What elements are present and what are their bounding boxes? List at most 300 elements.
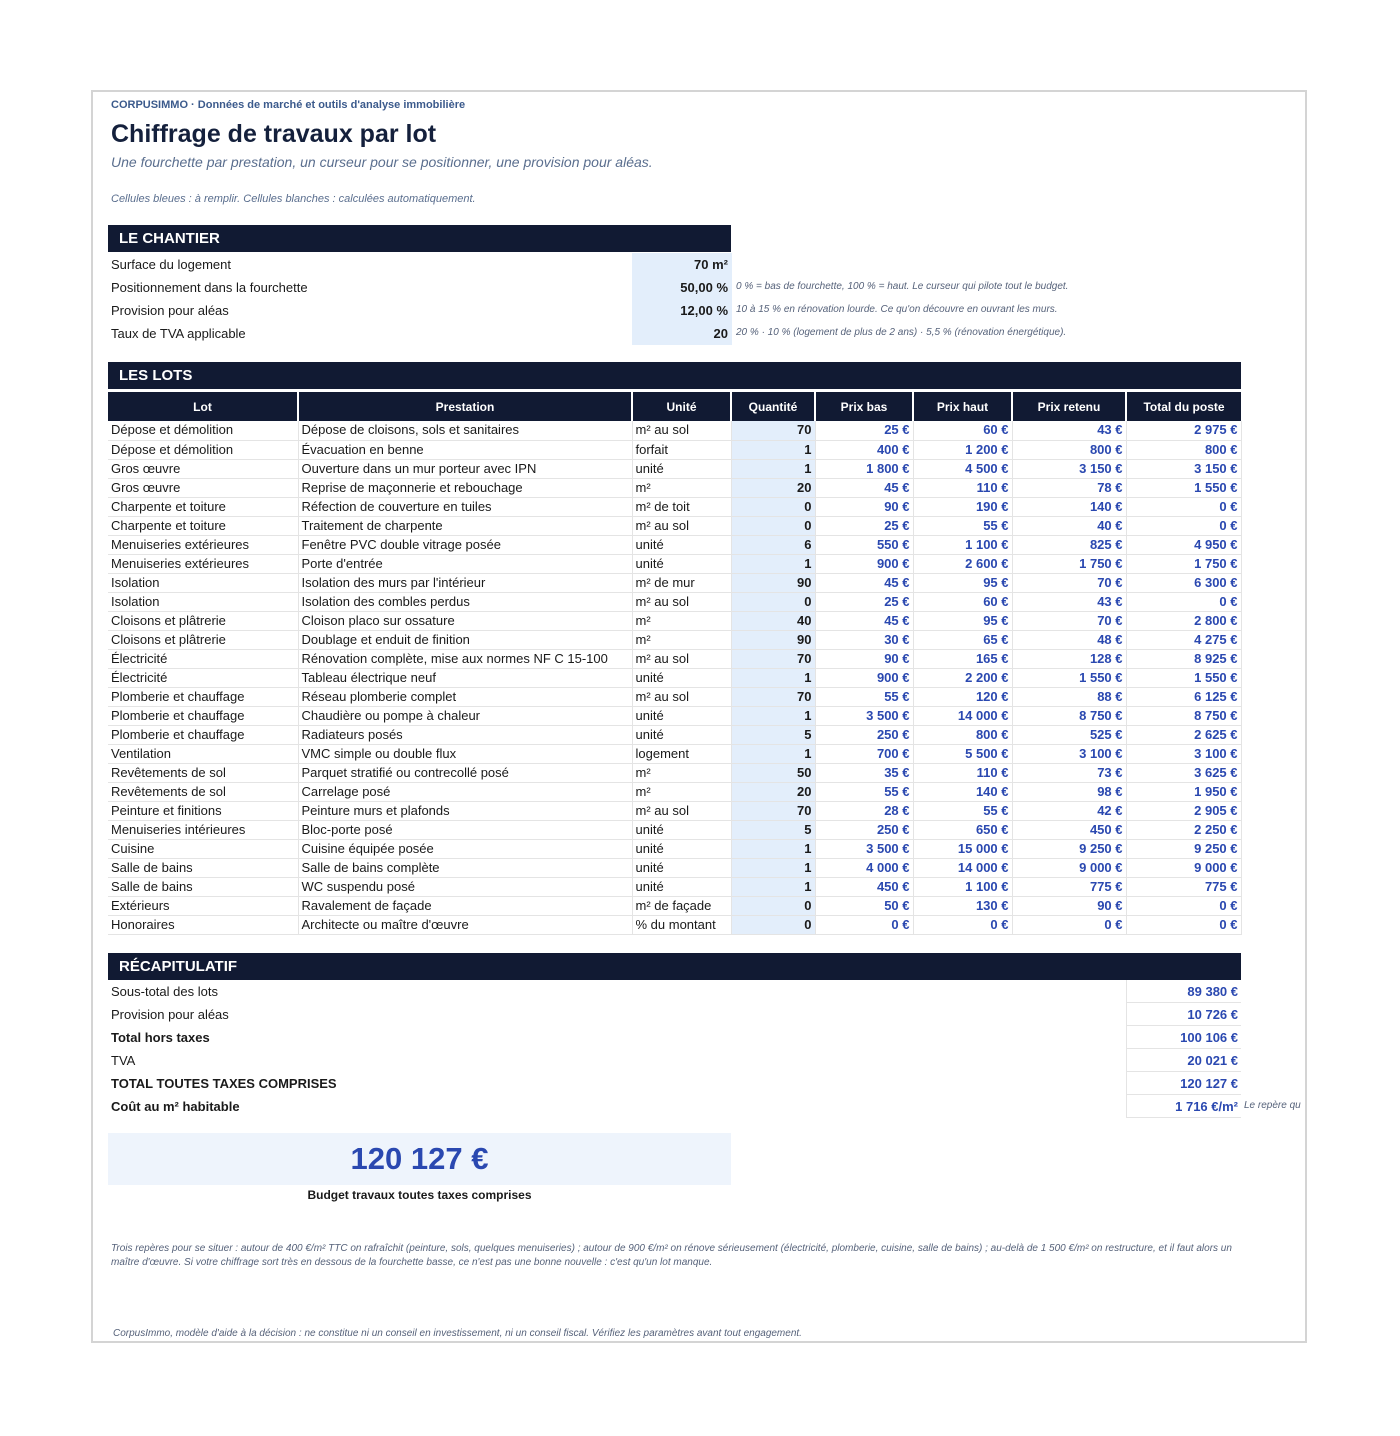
cell-prestation: Dépose de cloisons, sols et sanitaires [298,421,632,440]
cell-unite: unité [632,725,731,744]
cell-prix-bas: 28 € [815,801,913,820]
cell-legend: Cellules bleues : à remplir. Cellules blanches : calculées automatiquement. [111,193,476,205]
cell-prix-haut: 2 600 € [913,554,1012,573]
cell-lot: Revêtements de sol [108,782,298,801]
recap-label: TOTAL TOUTES TAXES COMPRISES [111,1076,337,1091]
cell-unite: unité [632,858,731,877]
cell-lot: Gros œuvre [108,459,298,478]
table-row [108,630,1241,649]
cell-quantite[interactable]: 1 [731,744,815,763]
section-header-lots: LES LOTS [108,362,1241,389]
cell-prix-retenu: 70 € [1012,573,1126,592]
cell-prix-haut: 165 € [913,649,1012,668]
cell-prix-bas: 45 € [815,573,913,592]
section-header-chantier: LE CHANTIER [108,225,731,252]
cell-prix-retenu: 0 € [1012,915,1126,934]
budget-highlight [108,1133,731,1185]
cell-prix-retenu: 43 € [1012,592,1126,611]
recap-label: TVA [111,1053,136,1068]
cell-prix-haut: 110 € [913,763,1012,782]
cell-lot: Extérieurs [108,896,298,915]
cell-prix-haut: 800 € [913,725,1012,744]
chantier-label: Positionnement dans la fourchette [111,280,308,295]
cell-prix-bas: 30 € [815,630,913,649]
cell-prestation: Bloc-porte posé [298,820,632,839]
cell-prix-bas: 250 € [815,725,913,744]
cell-total-poste: 2 250 € [1126,820,1241,839]
cell-prix-retenu: 450 € [1012,820,1126,839]
cell-prix-bas: 45 € [815,611,913,630]
cell-prix-haut: 1 100 € [913,535,1012,554]
table-row [108,440,1241,459]
chantier-note: 0 % = bas de fourchette, 100 % = haut. Le curseur qui pilote tout le budget. [736,281,1069,292]
cell-unite: m² de façade [632,896,731,915]
cell-prestation: Porte d'entrée [298,554,632,573]
table-row [108,649,1241,668]
cell-quantite[interactable]: 1 [731,459,815,478]
cell-total-poste: 1 950 € [1126,782,1241,801]
cell-quantite[interactable]: 1 [731,668,815,687]
table-row [108,820,1241,839]
cell-prix-retenu: 43 € [1012,421,1126,440]
table-row [108,725,1241,744]
column-header-quantite: Quantité [731,392,815,421]
cell-total-poste: 4 950 € [1126,535,1241,554]
table-row [108,611,1241,630]
chantier-row-surface [108,253,1208,276]
cell-quantite[interactable]: 0 [731,592,815,611]
cell-quantite[interactable]: 5 [731,725,815,744]
cell-prix-bas: 55 € [815,782,913,801]
cell-unite: m² [632,630,731,649]
cell-prestation: Réseau plomberie complet [298,687,632,706]
cell-unite: unité [632,820,731,839]
table-row [108,858,1241,877]
tva-input[interactable]: 20 [632,322,732,345]
cell-total-poste: 9 000 € [1126,858,1241,877]
cell-prix-retenu: 40 € [1012,516,1126,535]
cell-prix-bas: 700 € [815,744,913,763]
cell-lot: Salle de bains [108,877,298,896]
cell-lot: Charpente et toiture [108,497,298,516]
cell-quantite[interactable]: 50 [731,763,815,782]
cell-prix-bas: 1 800 € [815,459,913,478]
cell-prix-retenu: 1 750 € [1012,554,1126,573]
cell-prix-haut: 650 € [913,820,1012,839]
cell-unite: unité [632,877,731,896]
cell-prix-bas: 90 € [815,497,913,516]
chantier-note: 10 à 15 % en rénovation lourde. Ce qu'on découvre en ouvrant les murs. [736,304,1058,315]
recap-row-cout-m2 [108,1095,1301,1118]
cell-quantite[interactable]: 1 [731,706,815,725]
cell-unite: m² de mur [632,573,731,592]
cell-total-poste: 1 550 € [1126,668,1241,687]
cell-prix-retenu: 70 € [1012,611,1126,630]
recap-value: 89 380 € [1126,980,1241,1003]
chantier-row-positionnement [108,276,1208,299]
cell-prestation: Doublage et enduit de finition [298,630,632,649]
cell-total-poste: 2 625 € [1126,725,1241,744]
cell-prix-haut: 60 € [913,592,1012,611]
table-row [108,478,1241,497]
cell-lot: Menuiseries extérieures [108,535,298,554]
cell-lot: Honoraires [108,915,298,934]
cell-prestation: Fenêtre PVC double vitrage posée [298,535,632,554]
cell-unite: unité [632,535,731,554]
cell-lot: Dépose et démolition [108,440,298,459]
lots-table [108,392,1242,935]
cell-unite: m² au sol [632,421,731,440]
table-row [108,497,1241,516]
cell-lot: Peinture et finitions [108,801,298,820]
recap-row-tva [108,1049,1268,1072]
cell-quantite[interactable]: 40 [731,611,815,630]
recap-label: Sous-total des lots [111,984,218,999]
cell-prix-retenu: 9 250 € [1012,839,1126,858]
cell-unite: unité [632,554,731,573]
cell-prix-retenu: 9 000 € [1012,858,1126,877]
cell-quantite[interactable]: 1 [731,877,815,896]
table-row [108,801,1241,820]
cell-total-poste: 0 € [1126,516,1241,535]
cell-quantite[interactable]: 70 [731,687,815,706]
cell-lot: Dépose et démolition [108,421,298,440]
cell-total-poste: 0 € [1126,497,1241,516]
cell-total-poste: 2 975 € [1126,421,1241,440]
cell-prix-retenu: 775 € [1012,877,1126,896]
cell-prix-bas: 55 € [815,687,913,706]
cell-total-poste: 4 275 € [1126,630,1241,649]
chantier-note: 20 % · 10 % (logement de plus de 2 ans) · 5,5 % (rénovation énergétique). [736,327,1067,338]
cell-quantite[interactable]: 1 [731,440,815,459]
brand-line: CORPUSIMMO · Données de marché et outils d'analyse immobilière [111,99,466,111]
cell-quantite[interactable]: 20 [731,782,815,801]
cell-prix-retenu: 825 € [1012,535,1126,554]
cell-unite: unité [632,839,731,858]
table-row [108,877,1241,896]
column-header-prix-haut: Prix haut [913,392,1012,421]
cell-total-poste: 8 925 € [1126,649,1241,668]
chantier-label: Provision pour aléas [111,303,229,318]
cell-prestation: Rénovation complète, mise aux normes NF C 15-100 [298,649,632,668]
cell-prix-haut: 60 € [913,421,1012,440]
cell-total-poste: 9 250 € [1126,839,1241,858]
cell-prix-haut: 4 500 € [913,459,1012,478]
cell-prestation: Chaudière ou pompe à chaleur [298,706,632,725]
cell-lot: Cuisine [108,839,298,858]
cell-prix-bas: 400 € [815,440,913,459]
cell-unite: m² au sol [632,649,731,668]
lots-header-row [108,392,1241,421]
cell-prestation: Réfection de couverture en tuiles [298,497,632,516]
cell-unite: m² au sol [632,801,731,820]
chantier-label: Surface du logement [111,257,231,272]
cell-prix-retenu: 140 € [1012,497,1126,516]
cell-prix-retenu: 800 € [1012,440,1126,459]
cell-unite: forfait [632,440,731,459]
cell-prix-haut: 1 200 € [913,440,1012,459]
cell-prestation: WC suspendu posé [298,877,632,896]
cell-prix-haut: 15 000 € [913,839,1012,858]
cell-prix-retenu: 3 150 € [1012,459,1126,478]
cell-lot: Cloisons et plâtrerie [108,630,298,649]
table-row [108,839,1241,858]
cell-prestation: Ouverture dans un mur porteur avec IPN [298,459,632,478]
recap-row-total-ttc [108,1072,1268,1095]
cell-prix-bas: 35 € [815,763,913,782]
cell-total-poste: 3 625 € [1126,763,1241,782]
cell-quantite[interactable]: 0 [731,516,815,535]
column-header-unite: Unité [632,392,731,421]
positionnement-input[interactable]: 50,00 % [632,276,732,299]
cell-lot: Ventilation [108,744,298,763]
cell-quantite[interactable]: 70 [731,649,815,668]
cell-prix-bas: 4 000 € [815,858,913,877]
cell-quantite[interactable]: 0 [731,497,815,516]
cell-quantite[interactable]: 0 [731,896,815,915]
recap-label: Total hors taxes [111,1030,210,1045]
recap-row-total-ht [108,1026,1268,1049]
chantier-label: Taux de TVA applicable [111,326,246,341]
cell-quantite[interactable]: 6 [731,535,815,554]
table-row [108,573,1241,592]
cell-prix-retenu: 73 € [1012,763,1126,782]
cell-prestation: Tableau électrique neuf [298,668,632,687]
cell-unite: % du montant [632,915,731,934]
cell-lot: Revêtements de sol [108,763,298,782]
cell-prestation: Carrelage posé [298,782,632,801]
cell-prix-bas: 3 500 € [815,839,913,858]
cell-prix-bas: 50 € [815,896,913,915]
recap-value: 20 021 € [1126,1049,1241,1072]
cell-prix-haut: 55 € [913,516,1012,535]
cell-unite: logement [632,744,731,763]
cell-prix-haut: 1 100 € [913,877,1012,896]
cell-prestation: Ravalement de façade [298,896,632,915]
cell-prix-retenu: 1 550 € [1012,668,1126,687]
cell-prix-retenu: 98 € [1012,782,1126,801]
cell-lot: Salle de bains [108,858,298,877]
cell-quantite[interactable]: 70 [731,421,815,440]
cell-lot: Plomberie et chauffage [108,706,298,725]
cell-unite: m² [632,611,731,630]
footnote: Trois repères pour se situer : autour de 400 €/m² TTC on rafraîchit (peinture, sols, quelques menuiseries) ; autour de 900 €/m² on rénove sérieusement (électricité, plomberie, cuisine, salle de bains) ; au-delà de 1 500 €/m² on restructure, et il faut alors un maître d'œuvre. Si votre chiffrage sort très en dessous de la fourchette basse, ce n'est pas une bonne nouvelle : c'est qu'un lot manque. [111,1243,1232,1268]
budget-ttc-value: 120 127 € [350,1141,489,1176]
cell-prix-retenu: 128 € [1012,649,1126,668]
cell-quantite[interactable]: 1 [731,858,815,877]
table-row [108,535,1241,554]
cell-unite: unité [632,459,731,478]
page-subtitle: Une fourchette par prestation, un curseur pour se positionner, une provision pour aléas. [111,154,653,170]
chantier-row-tva [108,322,1208,345]
section-header-recap: RÉCAPITULATIF [108,953,1241,980]
cell-quantite[interactable]: 90 [731,630,815,649]
column-header-total-poste: Total du poste [1126,392,1241,421]
spreadsheet-sheet [91,90,1307,1343]
cell-unite: unité [632,668,731,687]
table-row [108,668,1241,687]
cell-prestation: Isolation des combles perdus [298,592,632,611]
cell-unite: m² de toit [632,497,731,516]
cell-lot: Isolation [108,592,298,611]
cell-prestation: Cloison placo sur ossature [298,611,632,630]
surface-input[interactable]: 70 m² [632,253,732,276]
cell-prestation: VMC simple ou double flux [298,744,632,763]
cell-prix-retenu: 3 100 € [1012,744,1126,763]
cell-unite: unité [632,706,731,725]
cell-prix-bas: 25 € [815,592,913,611]
cell-prix-haut: 14 000 € [913,858,1012,877]
cell-prix-haut: 95 € [913,573,1012,592]
disclaimer: CorpusImmo, modèle d'aide à la décision : ne constitue ni un conseil en investissement, ni un conseil fiscal. Vérifiez les paramètres avant tout engagement. [113,1328,802,1339]
cell-total-poste: 0 € [1126,915,1241,934]
recap-value: 10 726 € [1126,1003,1241,1026]
cell-prix-haut: 55 € [913,801,1012,820]
cell-lot: Gros œuvre [108,478,298,497]
cell-total-poste: 6 125 € [1126,687,1241,706]
cell-total-poste: 6 300 € [1126,573,1241,592]
cell-quantite[interactable]: 20 [731,478,815,497]
cell-quantite[interactable]: 90 [731,573,815,592]
cell-prestation: Parquet stratifié ou contrecollé posé [298,763,632,782]
cell-prix-retenu: 525 € [1012,725,1126,744]
cell-lot: Isolation [108,573,298,592]
cell-prix-haut: 140 € [913,782,1012,801]
cell-prix-retenu: 90 € [1012,896,1126,915]
cell-total-poste: 2 905 € [1126,801,1241,820]
cell-prix-bas: 25 € [815,421,913,440]
cell-total-poste: 775 € [1126,877,1241,896]
cell-unite: m² au sol [632,516,731,535]
table-row [108,744,1241,763]
chantier-row-aleas [108,299,1208,322]
cell-prix-retenu: 8 750 € [1012,706,1126,725]
cell-total-poste: 0 € [1126,592,1241,611]
cell-quantite[interactable]: 70 [731,801,815,820]
cell-lot: Électricité [108,668,298,687]
cell-prestation: Cuisine équipée posée [298,839,632,858]
cell-total-poste: 0 € [1126,896,1241,915]
table-row [108,516,1241,535]
cell-total-poste: 3 150 € [1126,459,1241,478]
cell-prix-haut: 65 € [913,630,1012,649]
cell-prix-haut: 110 € [913,478,1012,497]
cell-unite: m² au sol [632,592,731,611]
cell-prestation: Reprise de maçonnerie et rebouchage [298,478,632,497]
table-row [108,421,1241,440]
page-title: Chiffrage de travaux par lot [111,120,437,148]
recap-label: Provision pour aléas [111,1007,229,1022]
cell-unite: m² [632,763,731,782]
cell-prix-haut: 14 000 € [913,706,1012,725]
cell-unite: m² [632,478,731,497]
recap-row-sous-total [108,980,1268,1003]
cell-prix-bas: 550 € [815,535,913,554]
cell-prix-haut: 190 € [913,497,1012,516]
recap-label: Coût au m² habitable [111,1099,240,1114]
cell-prix-bas: 3 500 € [815,706,913,725]
cell-prix-retenu: 88 € [1012,687,1126,706]
cell-lot: Plomberie et chauffage [108,725,298,744]
cell-prix-haut: 120 € [913,687,1012,706]
cell-prix-haut: 2 200 € [913,668,1012,687]
cell-prestation: Architecte ou maître d'œuvre [298,915,632,934]
cell-prix-haut: 5 500 € [913,744,1012,763]
cell-prix-bas: 250 € [815,820,913,839]
cell-prix-bas: 450 € [815,877,913,896]
cell-quantite[interactable]: 5 [731,820,815,839]
cell-prestation: Évacuation en benne [298,440,632,459]
recap-value: 1 716 €/m² [1126,1095,1241,1118]
table-row [108,459,1241,478]
cell-prix-retenu: 42 € [1012,801,1126,820]
cell-prix-haut: 95 € [913,611,1012,630]
recap-value: 120 127 € [1126,1072,1241,1095]
cell-prix-retenu: 78 € [1012,478,1126,497]
cell-lot: Électricité [108,649,298,668]
cell-prestation: Isolation des murs par l'intérieur [298,573,632,592]
cell-prix-bas: 900 € [815,668,913,687]
table-row [108,706,1241,725]
cell-prix-bas: 25 € [815,516,913,535]
cell-prestation: Salle de bains complète [298,858,632,877]
table-row [108,592,1241,611]
cell-total-poste: 1 750 € [1126,554,1241,573]
cell-total-poste: 800 € [1126,440,1241,459]
column-header-lot: Lot [108,392,298,421]
table-row [108,782,1241,801]
cell-total-poste: 8 750 € [1126,706,1241,725]
table-row [108,687,1241,706]
table-row [108,763,1241,782]
table-row [108,915,1241,934]
aleas-input[interactable]: 12,00 % [632,299,732,322]
cell-lot: Cloisons et plâtrerie [108,611,298,630]
cell-prestation: Radiateurs posés [298,725,632,744]
cell-prix-bas: 0 € [815,915,913,934]
cell-prestation: Traitement de charpente [298,516,632,535]
cell-total-poste: 1 550 € [1126,478,1241,497]
cell-lot: Menuiseries extérieures [108,554,298,573]
cell-prix-bas: 45 € [815,478,913,497]
cell-lot: Menuiseries intérieures [108,820,298,839]
table-row [108,554,1241,573]
column-header-prix-bas: Prix bas [815,392,913,421]
cell-prix-retenu: 48 € [1012,630,1126,649]
cell-unite: m² au sol [632,687,731,706]
cell-prix-haut: 0 € [913,915,1012,934]
cell-prestation: Peinture murs et plafonds [298,801,632,820]
cell-lot: Plomberie et chauffage [108,687,298,706]
budget-caption: Budget travaux toutes taxes comprises [307,1188,532,1202]
cell-total-poste: 3 100 € [1126,744,1241,763]
column-header-prestation: Prestation [298,392,632,421]
cost-note: Le repère qu [1244,1100,1301,1111]
cell-total-poste: 2 800 € [1126,611,1241,630]
cell-quantite[interactable]: 0 [731,915,815,934]
cell-prix-haut: 130 € [913,896,1012,915]
cell-quantite[interactable]: 1 [731,554,815,573]
column-header-prix-retenu: Prix retenu [1012,392,1126,421]
cell-quantite[interactable]: 1 [731,839,815,858]
cell-prix-bas: 900 € [815,554,913,573]
cell-unite: m² [632,782,731,801]
cell-lot: Charpente et toiture [108,516,298,535]
cell-prix-bas: 90 € [815,649,913,668]
table-row [108,896,1241,915]
recap-value: 100 106 € [1126,1026,1241,1049]
recap-row-aleas [108,1003,1268,1026]
